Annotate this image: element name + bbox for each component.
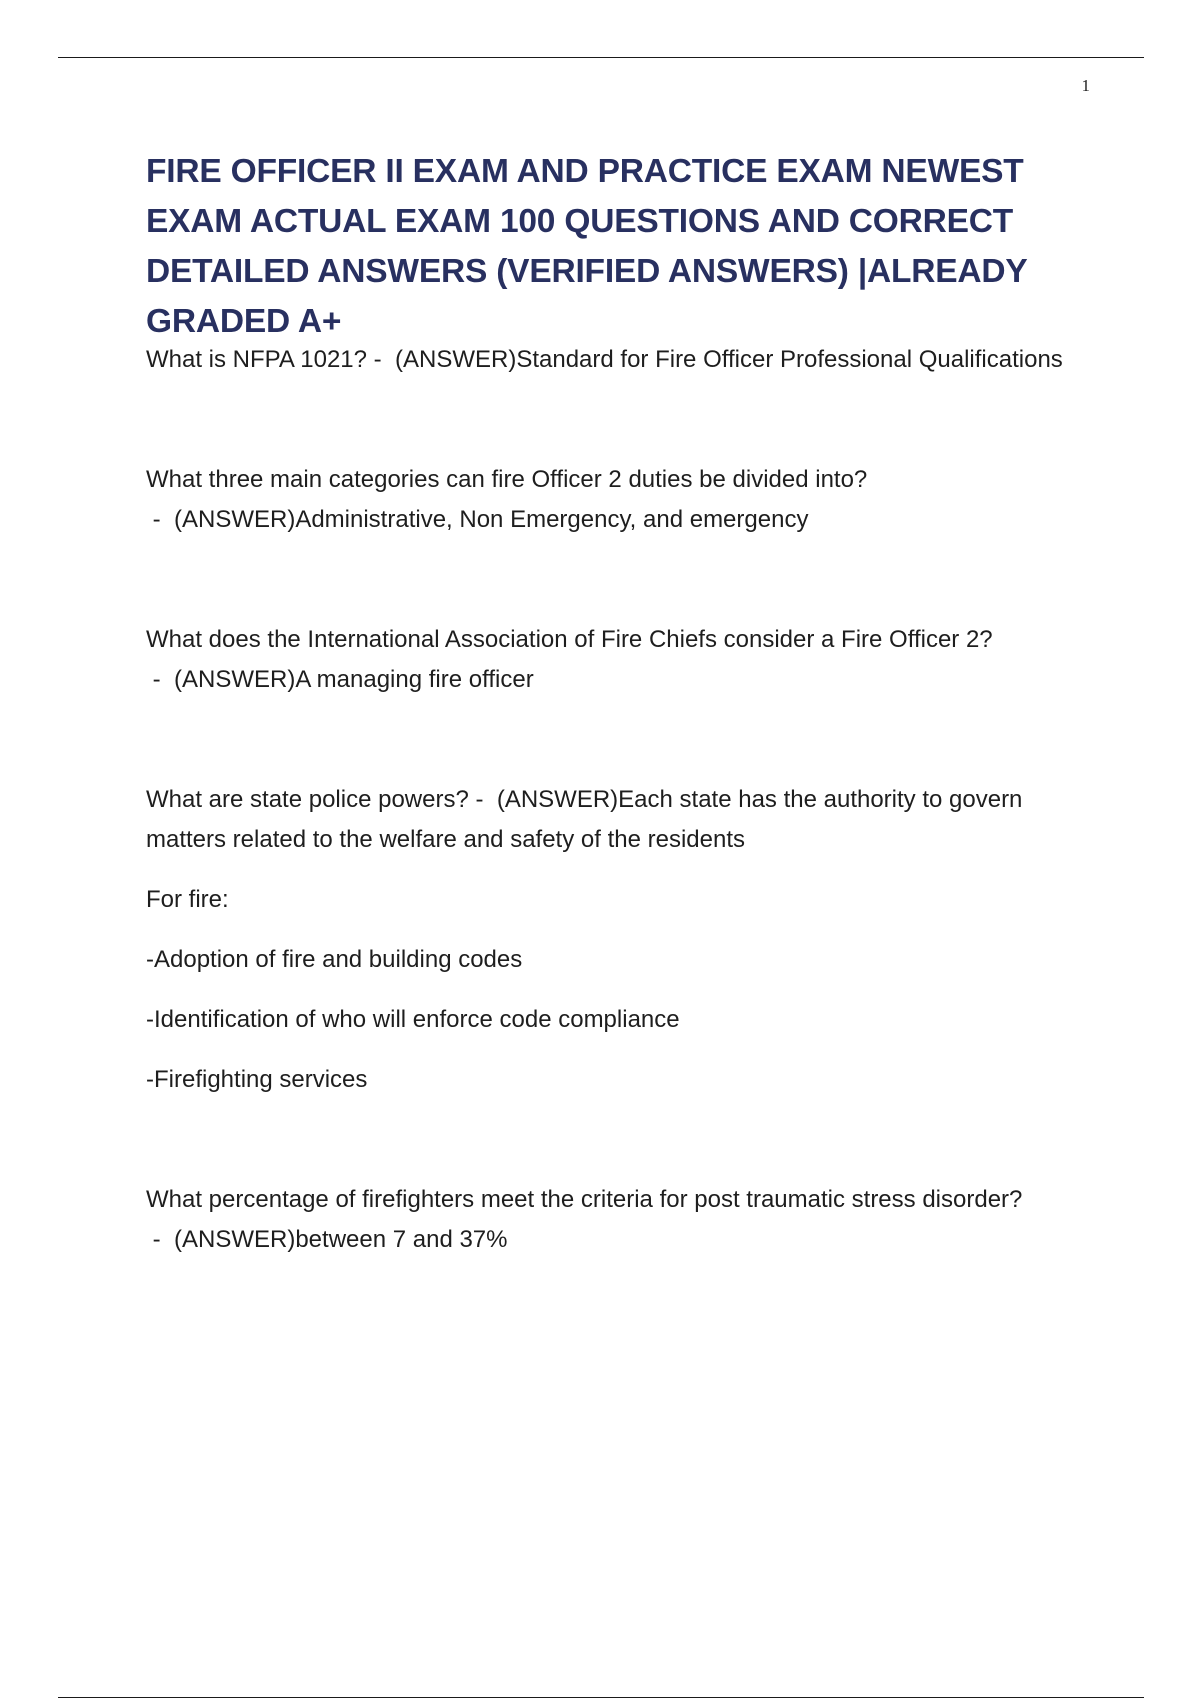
qa-item-3 xyxy=(146,620,1106,700)
answer-text: (ANSWER)Each state has the authority to govern matters related to the welfare and safety of the residents xyxy=(146,786,1023,853)
answer-text: (ANSWER)Administrative, Non Emergency, and emergency xyxy=(174,506,809,533)
page-number: 1 xyxy=(1081,76,1090,95)
answer-text: (ANSWER)A managing fire officer xyxy=(174,666,534,693)
document-title: FIRE OFFICER II EXAM AND PRACTICE EXAM NEWEST EXAM ACTUAL EXAM 100 QUESTIONS AND CORRECT DETAILED ANSWERS (VERIFIED ANSWERS) |ALREADY GRADED A+ xyxy=(146,153,1027,340)
qa-list xyxy=(146,340,1106,1260)
qa-separator: - xyxy=(468,786,497,813)
qa-separator: - xyxy=(367,346,395,373)
answer-line: For fire: xyxy=(146,886,229,913)
question-text: What percentage of firefighters meet the criteria for post traumatic stress disorder? xyxy=(146,1186,1023,1213)
answer-line: -Adoption of fire and building codes xyxy=(146,946,523,973)
question-text: What are state police powers? xyxy=(146,786,469,813)
qa-item-1 xyxy=(146,340,1106,380)
answer-text: (ANSWER)Standard for Fire Officer Professional Qualifications xyxy=(395,346,1063,373)
header-rule xyxy=(58,57,1144,58)
question-text: What is NFPA 1021? xyxy=(146,346,367,373)
qa-separator: - xyxy=(146,666,174,693)
answer-line: -Identification of who will enforce code compliance xyxy=(146,1006,680,1033)
qa-item-4 xyxy=(146,780,1106,860)
question-text: What does the International Association of Fire Chiefs consider a Fire Officer 2? xyxy=(146,626,993,653)
qa-item-2 xyxy=(146,460,1106,540)
answer-line: -Firefighting services xyxy=(146,1066,368,1093)
qa-separator: - xyxy=(146,1226,174,1253)
qa-separator: - xyxy=(146,506,174,533)
answer-text: (ANSWER)between 7 and 37% xyxy=(174,1226,508,1253)
question-text: What three main categories can fire Officer 2 duties be divided into? xyxy=(146,466,868,493)
qa-item-5 xyxy=(146,1180,1106,1260)
footer-rule xyxy=(58,1697,1144,1698)
